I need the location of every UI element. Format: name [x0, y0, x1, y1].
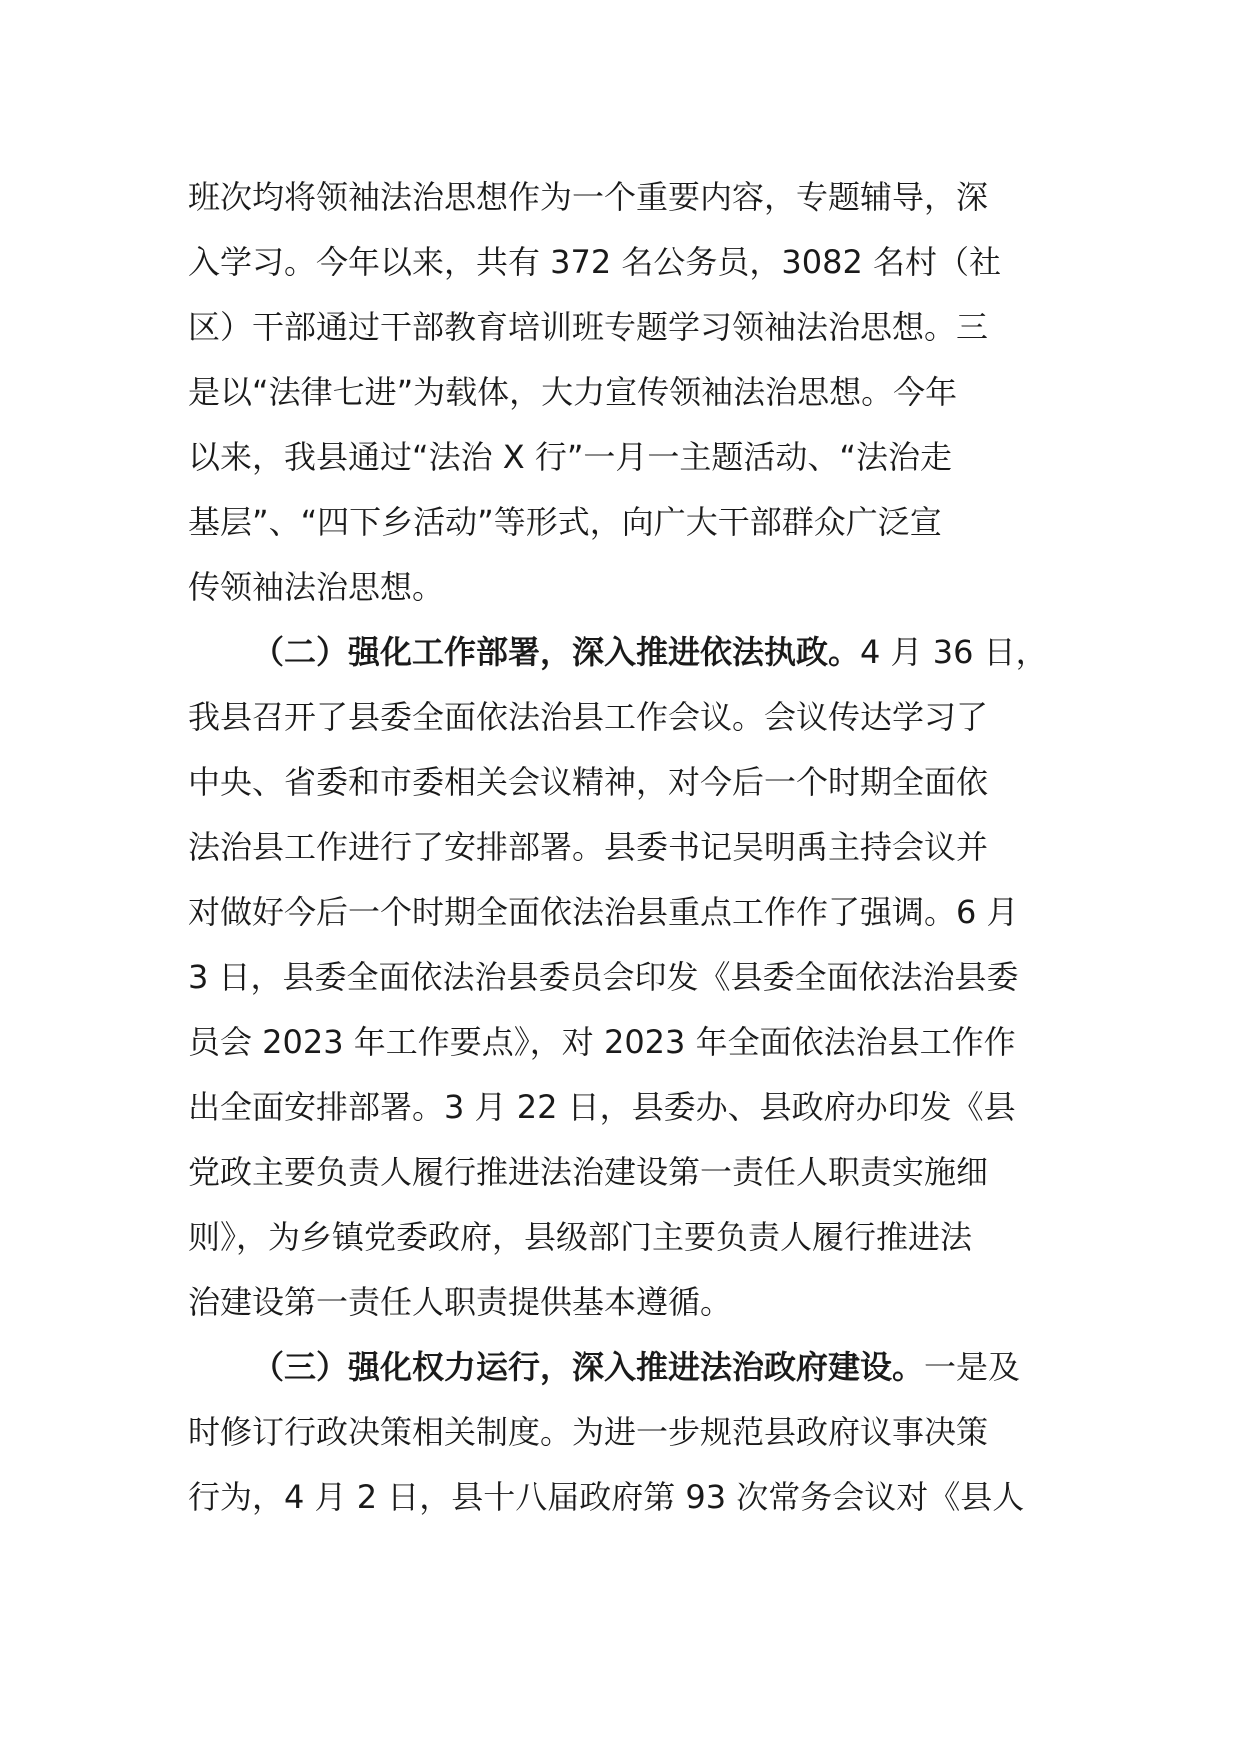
text-line — [188, 1205, 1080, 1270]
text-line — [188, 555, 1080, 620]
line-text: 我县召开了县委全面依法治县工作会议。会议传达学习了 — [188, 698, 989, 736]
line-text: 行为，4 月 2 日，县十八届政府第 93 次常务会议对《县人 — [188, 1478, 1025, 1516]
text-line — [188, 945, 1080, 1010]
line-text: 法治县工作进行了安排部署。县委书记吴明禹主持会议并 — [188, 828, 989, 866]
text-line — [188, 230, 1080, 295]
text-line — [188, 1400, 1080, 1465]
line-text: 区）干部通过干部教育培训班专题学习领袖法治思想。三 — [188, 308, 989, 346]
section-heading: （二）强化工作部署，深入推进依法执政。 — [252, 633, 861, 671]
section-heading-line — [188, 1335, 1080, 1400]
text-line — [188, 360, 1080, 425]
text-line — [188, 815, 1080, 880]
line-text: 则》，为乡镇党委政府，县级部门主要负责人履行推进法 — [188, 1218, 973, 1256]
text-line — [188, 1270, 1080, 1335]
line-text: 是以“法律七进”为载体，大力宣传领袖法治思想。今年 — [188, 373, 958, 411]
line-text: 中央、省委和市委相关会议精神，对今后一个时期全面依 — [188, 763, 989, 801]
line-text: 党政主要负责人履行推进法治建设第一责任人职责实施细 — [188, 1153, 989, 1191]
line-text: 以来，我县通过“法治 X 行”一月一主题活动、“法治走 — [188, 438, 953, 476]
line-text: 出全面安排部署。3 月 22 日，县委办、县政府办印发《县 — [188, 1088, 1016, 1126]
line-text: 对做好今后一个时期全面依法治县重点工作作了强调。6 月 — [188, 893, 1019, 931]
document-body — [188, 165, 1080, 1530]
line-text: 一是及 — [924, 1348, 1021, 1386]
text-line — [188, 1075, 1080, 1140]
text-line — [188, 490, 1080, 555]
line-text: 治建设第一责任人职责提供基本遵循。 — [188, 1283, 733, 1321]
text-line — [188, 750, 1080, 815]
line-text: 班次均将领袖法治思想作为一个重要内容，专题辅导，深 — [188, 178, 989, 216]
section-heading: （三）强化权力运行，深入推进法治政府建设。 — [252, 1348, 925, 1386]
text-line — [188, 165, 1080, 230]
line-text: 基层”、“四下乡活动”等形式，向广大干部群众广泛宣 — [188, 503, 942, 541]
text-line — [188, 685, 1080, 750]
text-line — [188, 425, 1080, 490]
line-text: 入学习。今年以来，共有 372 名公务员，3082 名村（社 — [188, 243, 1002, 281]
text-line — [188, 1010, 1080, 1075]
text-line — [188, 1140, 1080, 1205]
line-text: 时修订行政决策相关制度。为进一步规范县政府议事决策 — [188, 1413, 989, 1451]
line-text: 3 日，县委全面依法治县委员会印发《县委全面依法治县委 — [188, 958, 1019, 996]
line-text: 传领袖法治思想。 — [188, 568, 445, 606]
text-line — [188, 1465, 1080, 1530]
line-text: 4 月 36 日， — [860, 633, 1048, 671]
text-line — [188, 295, 1080, 360]
text-line — [188, 880, 1080, 945]
line-text: 员会 2023 年工作要点》，对 2023 年全面依法治县工作作 — [188, 1023, 1016, 1061]
section-heading-line — [188, 620, 1080, 685]
